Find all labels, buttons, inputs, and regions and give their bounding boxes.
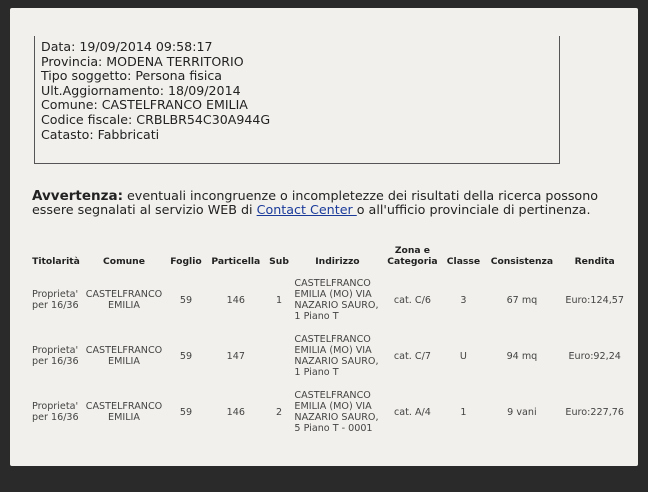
warning-text-after: o all'ufficio provinciale di pertinenza.: [356, 202, 591, 218]
header-rendita: Rendita: [574, 256, 615, 267]
search-info-box: [34, 36, 560, 164]
document-page: [10, 8, 638, 466]
cell-sub: 1: [275, 294, 283, 306]
header-consistenza: Consistenza: [490, 256, 554, 267]
header-comune: Comune: [103, 256, 145, 267]
table-row: [30, 385, 630, 441]
cell-rendita: Euro:92,24: [568, 350, 621, 362]
cell-zona: cat. C/6: [393, 294, 431, 306]
header-sub: Sub: [269, 256, 289, 267]
info-tipo-soggetto: Tipo soggetto: Persona fisica: [41, 68, 223, 84]
cell-sub: 2: [275, 406, 283, 418]
cell-classe: 1: [460, 406, 467, 418]
cell-consistenza: 9 vani: [507, 406, 537, 418]
cell-titolarita: Proprieta' per 16/36: [32, 401, 79, 423]
warning-title: Avvertenza:: [32, 188, 123, 204]
cell-particella: 146: [226, 406, 245, 418]
background-edge: [0, 466, 648, 492]
cell-classe: 3: [460, 294, 467, 306]
cell-rendita: Euro:227,76: [565, 406, 624, 418]
header-zona: Zona e Categoria: [387, 245, 438, 267]
cell-titolarita: Proprieta' per 16/36: [32, 345, 79, 367]
contact-center-link[interactable]: Contact Center: [256, 202, 357, 218]
info-date: Data: 19/09/2014 09:58:17: [41, 39, 213, 54]
warning-text-before: eventuali incongruenze o incompletezze dei risultati della ricerca possono essere segnalati al servizio WEB di: [32, 188, 599, 218]
cell-indirizzo: CASTELFRANCO EMILIA (MO) VIA NAZARIO SAURO, 1 Piano T: [294, 278, 379, 322]
property-table: [30, 245, 630, 441]
cell-comune: CASTELFRANCO EMILIA: [85, 401, 163, 423]
cell-foglio: 59: [179, 294, 193, 306]
cell-consistenza: 94 mq: [506, 350, 538, 362]
header-indirizzo: Indirizzo: [315, 256, 360, 267]
cell-indirizzo: CASTELFRANCO EMILIA (MO) VIA NAZARIO SAURO, 5 Piano T - 0001: [294, 390, 379, 434]
cell-foglio: 59: [179, 406, 193, 418]
info-codice-fiscale: Codice fiscale: CRBLBR54C30A944G: [41, 111, 271, 127]
header-particella: Particella: [211, 256, 261, 267]
header-titolarita: Titolarità: [32, 256, 80, 267]
cell-consistenza: 67 mq: [506, 294, 538, 306]
cell-particella: 146: [226, 294, 245, 306]
cell-zona: cat. A/4: [393, 406, 431, 418]
header-classe: Classe: [446, 256, 481, 267]
cell-foglio: 59: [179, 350, 193, 362]
info-provincia: Provincia: MODENA TERRITORIO: [41, 53, 244, 69]
cell-rendita: Euro:124,57: [565, 294, 624, 306]
cell-indirizzo: CASTELFRANCO EMILIA (MO) VIA NAZARIO SAURO, 1 Piano T: [294, 334, 379, 378]
cell-classe: U: [459, 350, 467, 362]
cell-titolarita: Proprieta' per 16/36: [32, 289, 79, 311]
info-comune: Comune: CASTELFRANCO EMILIA: [41, 97, 248, 113]
info-catasto: Catasto: Fabbricati: [41, 126, 160, 142]
header-foglio: Foglio: [170, 256, 202, 267]
table-header-row: [30, 245, 630, 273]
cell-particella: 147: [226, 350, 245, 362]
cell-zona: cat. C/7: [393, 350, 431, 362]
table-row: [30, 329, 630, 385]
info-ult-aggiornamento: Ult.Aggiornamento: 18/09/2014: [41, 82, 241, 98]
warning-notice: [32, 189, 622, 218]
cell-comune: CASTELFRANCO EMILIA: [85, 345, 163, 367]
cell-sub: [266, 329, 293, 385]
table-row: [30, 273, 630, 329]
cell-comune: CASTELFRANCO EMILIA: [85, 289, 163, 311]
